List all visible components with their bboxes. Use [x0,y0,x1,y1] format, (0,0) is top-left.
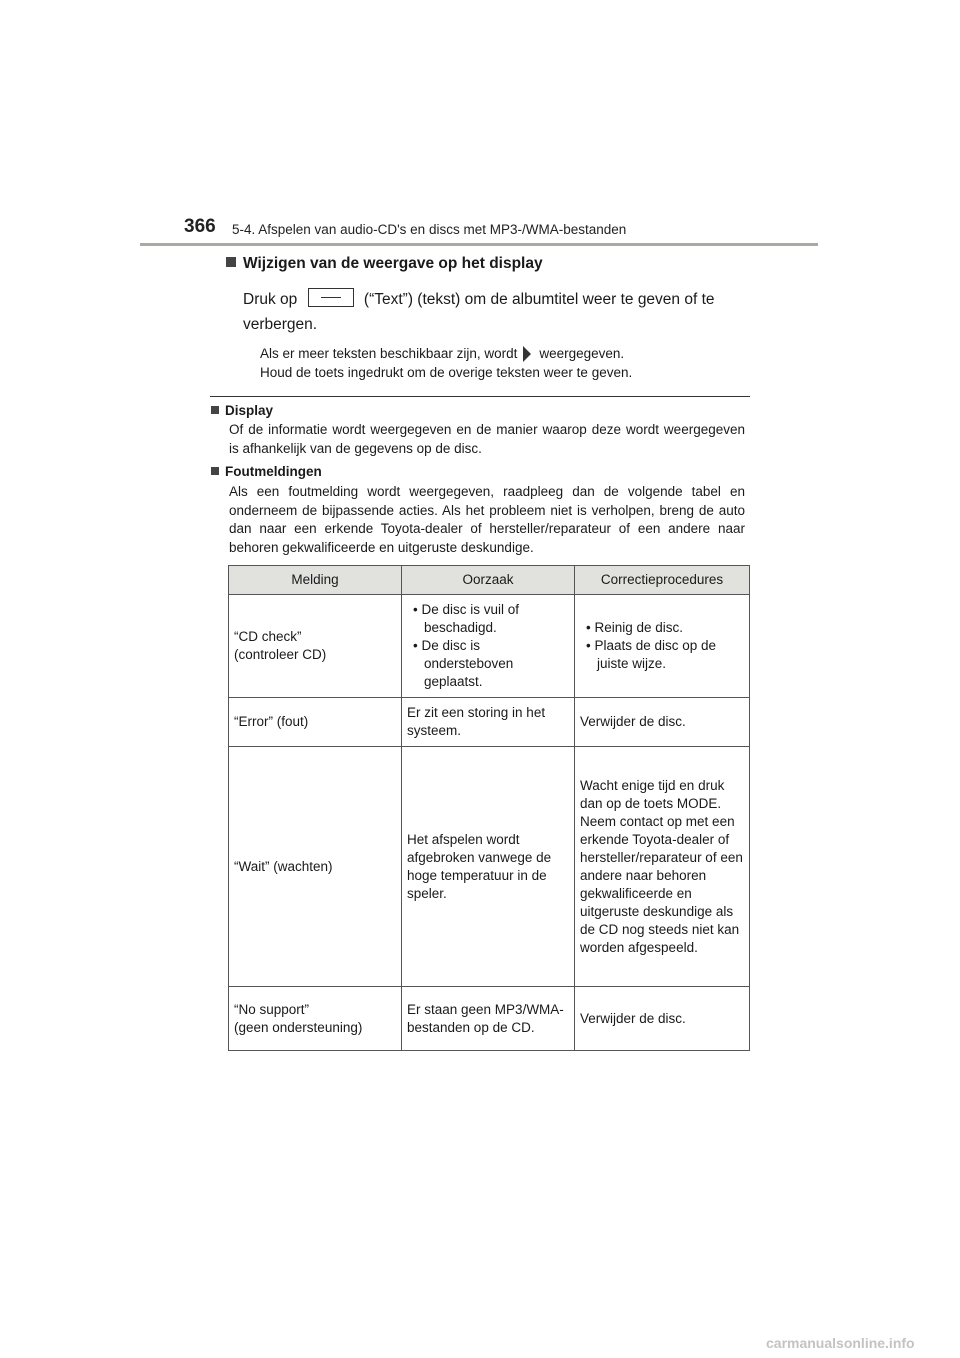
page-number: 366 [184,216,216,237]
errors-title-text: Foutmeldingen [225,464,322,479]
error-table [228,565,750,1051]
running-head: 5-4. Afspelen van audio-CD's en discs met MP3-/WMA-bestanden [232,222,627,237]
cause-cell [402,595,575,698]
square-bullet-icon [226,257,236,267]
message-cell: “No support” (geen ondersteuning) [229,987,402,1051]
right-arrow-icon [523,346,531,362]
list-item: • Reinig de disc. [580,619,744,637]
errors-title [211,464,322,479]
square-bullet-icon [211,467,219,475]
message-cell: “CD check” (controleer CD) [229,595,402,698]
section-rule [210,396,750,397]
cause-cell: Er zit een storing in het systeem. [402,698,575,747]
table-row [229,698,750,747]
message-cell: “Error” (fout) [229,698,402,747]
list-item: • De disc is vuil of beschadigd. [407,601,569,637]
section-heading-text: Wijzigen van de weergave op het display [243,255,543,272]
note-line-1-before: Als er meer teksten beschikbaar zijn, wordt [260,346,518,361]
note-line-2: Houd de toets ingedrukt om de overige teksten weer te geven. [260,365,633,380]
fix-cell: Verwijder de disc. [575,698,750,747]
instruction [243,287,753,337]
display-title-text: Display [225,403,274,418]
section-heading [226,255,543,273]
fix-cell: Verwijder de disc. [575,987,750,1051]
note-line-1 [260,344,740,363]
display-body: Of de informatie wordt weergegeven en de manier waarop deze wordt weergegeven is afhankelijk van de gegevens op de disc. [229,422,745,456]
message-cell: “Wait” (wachten) [229,747,402,987]
column-header-message: Melding [229,566,402,595]
list-item: • Plaats de disc op de juiste wijze. [580,637,744,673]
fix-cell [575,595,750,698]
list-item: • De disc is ondersteboven geplaatst. [407,637,569,691]
fix-cell: Wacht enige tijd en druk dan op de toets MODE. Neem contact op met een erkende Toyota-dealer of hersteller/reparateur of een andere naar behoren gekwalificeerde en uitgeruste deskundige als de CD nog steeds niet kan worden afgespeeld. [575,747,750,987]
display-title [211,403,273,418]
column-header-fix: Correctieprocedures [575,566,750,595]
cause-cell: Er staan geen MP3/WMA-bestanden op de CD. [402,987,575,1051]
table-row [229,747,750,987]
instruction-after: (“Text”) (tekst) om de albumtitel weer te geven of te verbergen. [243,291,715,333]
errors-body: Als een foutmelding wordt weergegeven, raadpleeg dan de volgende tabel en onderneem de bijpassende acties. Als het probleem niet is verholpen, breng de auto dan naar een erkende Toyota-dealer of hersteller/reparateur of een andere naar behoren gekwalificeerde en uitgeruste deskundige. [229,484,745,555]
note-line-1-after: weergegeven. [539,346,625,361]
square-bullet-icon [211,406,219,414]
instruction-before: Druk op [243,291,298,308]
table-header-row [229,566,750,595]
table-row [229,987,750,1051]
table-row [229,595,750,698]
watermark: carmanualsonline.info [766,1335,915,1351]
header-rule [140,243,818,246]
note [260,344,740,382]
cause-cell: Het afspelen wordt afgebroken vanwege de hoge temperatuur in de speler. [402,747,575,987]
text-button-icon [308,288,354,307]
column-header-cause: Oorzaak [402,566,575,595]
